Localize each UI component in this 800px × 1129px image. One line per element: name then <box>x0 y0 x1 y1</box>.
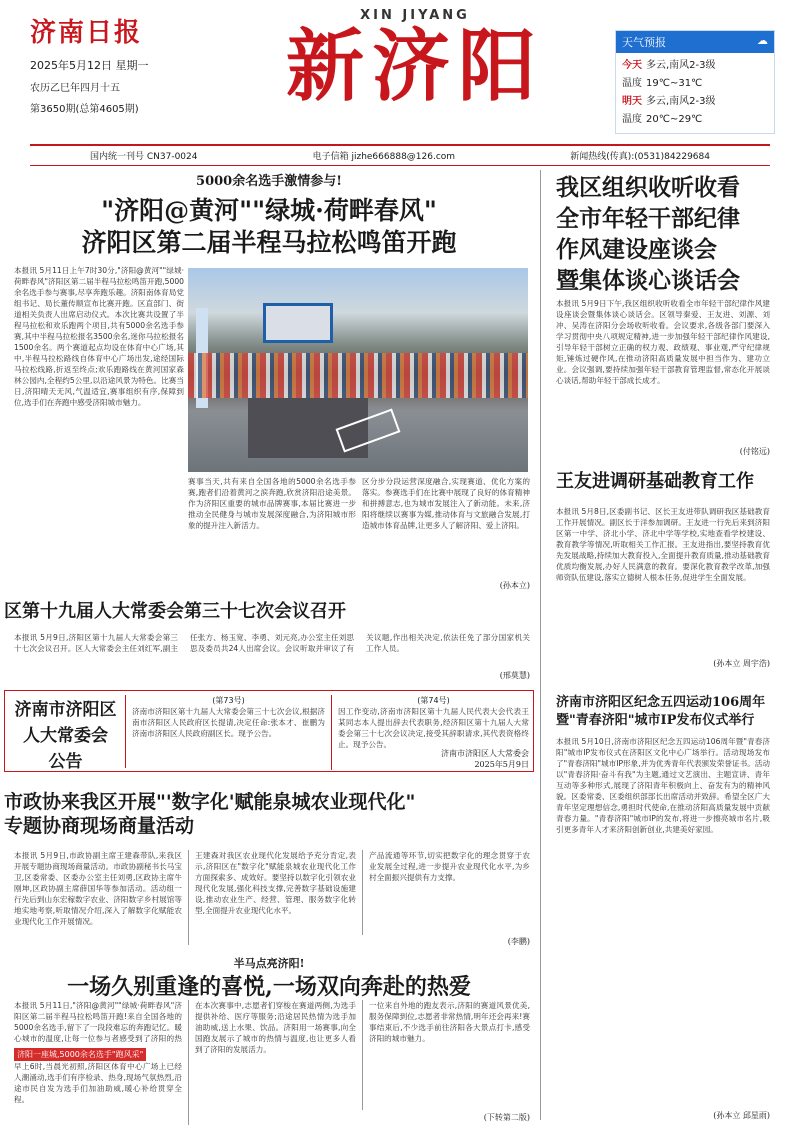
weather-body <box>616 53 774 133</box>
right-top-title-line4: 暨集体谈心谈话会 <box>556 267 740 294</box>
marathon-body-left: 本报讯 5月11日,"济阳@黄河""绿城·荷畔春风"济阳区第二届半程马拉松鸣笛开跑!来自全国各地的5000余名选手,留下了一段段难忘的奔跑记忆。暖心城市的温度,让每一位参与者感受到了济阳的热 <box>14 1001 182 1042</box>
congress-body: 本报讯 5月9日,济阳区第十九届人大常委会第三十七次会议召开。区人大常委会主任刘红军,副主任张方、杨玉宽、李勇、刘元亮,办公室主任刘思思及委员共24人出席会议。会议听取并审议了有关议题,作出相关决定,依法任免了部分国家机关工作人员。 <box>14 633 530 653</box>
notice-title-line1: 济南市济阳区 <box>14 700 117 720</box>
marathon-title: 一场久别重逢的喜悦,一场双向奔赴的热爱 <box>67 974 471 1000</box>
congress-title: 区第十九届人大常委会第三十七次会议召开 <box>4 601 346 622</box>
notice-box <box>4 690 534 772</box>
notice-74-body: 因工作变动,济南市济阳区第十九届人民代表大会代表王某同志本人提出辞去代表职务,经济阳区第十九届人大常委会第三十七次会议决定,接受其辞职请求,其代表资格终止。现予公告。 <box>338 707 529 748</box>
lead-body-left: 本报讯 5月11日上午7时30分,"济阳@黄河""绿城·荷畔春风"济阳区第二届半程马拉松鸣笛开跑,5000余名选手参与赛事,尽享奔跑乐趣。济阳南体育局党组书记、局长董传顺宣布比赛开跑。区直部门、街道相关负责人出席启动仪式。本次比赛共设置了半程马拉松和欢乐跑两个项目,共有5000余名选手参赛,其中半程马拉松报名3500余名,迷你马拉松报名1500余名。两个赛道起点均设在体育中心广场,其中,半程马拉松路线自体育中心广场出发,途经国际马拉松线路,折返至终点;欢乐跑路线在黄河国家森林公园内,全程约5公里,以沿途风景为特色。比赛当日,济阳晴天无风,气温适宜,赛事组织有序,保障到位,选手们在奔跑中感受济阳城市魅力。 <box>14 266 184 407</box>
right-top-title-line1: 我区组织收听收看 <box>556 174 740 201</box>
right-mid-title: 王友进调研基础教育工作 <box>556 471 754 492</box>
right-top-body: 本报讯 5月9日下午,我区组织收听收看全市年轻干部纪律作风建设座谈会暨集体谈心谈话会。区领导秦爱、王友进、刘源、刘冲、吴涛在济阳分会场收听收看。会议要求,各级各部门要深入学习贯彻中央八项规定精神,进一步加强年轻干部纪律作风建设,引导年轻干部树立正确的权力观、政绩观、事业观,严守纪律规矩,锤炼过硬作风,在推动济阳高质量发展中担当作为、建功立业。会议强调,要持续加强年轻干部教育管理监督,常态化开展谈心谈话,帮助年轻干部成长成才。 <box>556 299 770 385</box>
agri-header <box>4 790 534 838</box>
weather-tomorrow-temp-label: 温度 <box>622 114 642 125</box>
right-bottom-title-line1: 济南市济阳区纪念五四运动106周年 <box>556 695 766 710</box>
info-bar <box>30 144 770 166</box>
right-top-author: (付铭远) <box>739 447 770 456</box>
right-mid-author: (孙本立 周宇浩) <box>713 659 770 668</box>
notice-title <box>13 697 118 775</box>
notice-74 <box>331 695 529 770</box>
issue-date: 2025年5月12日 星期一 <box>30 59 149 72</box>
weather-today-temp <box>622 75 768 93</box>
lead-body-right: 区分步分段运营深度融合,实现赛道、优化方案的落实。参赛选手们在比赛中展现了良好的体育精神和拼搏意志,也为城市发展注入了新动能。未来,济阳将继续以赛事为媒,推动体育与文旅融合发展,打造城市体育品牌,让更多人了解济阳、爱上济阳。 <box>362 477 530 530</box>
hotline: 新闻热线(传真):(0531)84229684 <box>570 152 710 162</box>
marathon-story-header <box>4 955 534 1003</box>
congress-author: (邢莫慧) <box>499 671 530 680</box>
weather-box <box>615 30 775 134</box>
notice-73 <box>125 695 325 768</box>
agri-title-line2: 专题协商现场商量活动 <box>4 815 195 837</box>
right-top-title-line3: 作风建设座谈会 <box>556 236 717 263</box>
notice-title-line2: 人大常委会 <box>23 726 108 746</box>
lead-title-line2: 济阳区第二届半程马拉松鸣笛开跑 <box>81 228 457 257</box>
paper-brand-logo: 济南日报 <box>30 18 143 48</box>
weather-tomorrow-desc: 多云,南风2-3级 <box>646 96 716 107</box>
weather-today <box>622 57 768 75</box>
cloud-icon: ☁ <box>757 34 768 47</box>
weather-today-label: 今天 <box>622 60 642 71</box>
agri-body-mid: 王建森对我区农业现代化发展给予充分肯定,表示,济阳区在"数字化"赋能泉城农业现代化工作方面探索多、成效好。要坚持以数字化引领农业现代化发展,强化科技支撑,完善数字基础设施建设,推动农业生产、经营、管理、服务数字化转型,全面提升农业现代化水平。 <box>188 850 356 945</box>
issue-number: 第3650期(总第4605期) <box>30 104 139 115</box>
weather-today-desc: 多云,南风2-3级 <box>646 60 716 71</box>
highlight-bar-1: 济阳一座城,5000余名选手"跑风采" <box>14 1048 146 1061</box>
notice-title-line3: 公告 <box>48 752 83 772</box>
marathon-left-col <box>14 1000 182 1129</box>
right-bottom-author: (孙本立 邱星雨) <box>713 1111 770 1120</box>
marathon-photo <box>188 268 528 472</box>
weather-tomorrow-label: 明天 <box>622 96 642 107</box>
right-top-title-line2: 全市年轻干部纪律 <box>556 205 740 232</box>
start-arch <box>263 303 333 343</box>
email: 电子信箱 jizhe666888@126.com <box>312 152 456 162</box>
agri-author: (李鹏) <box>507 937 530 946</box>
notice-74-label: (第74号) <box>417 696 450 705</box>
lunar-date: 农历乙巳年四月十五 <box>30 83 120 94</box>
agri-body-right: 产品流通等环节,切实把数字化的理念贯穿于农业发展全过程,进一步提升农业现代化水平,为乡村全面振兴提供有力支撑。 <box>362 850 530 935</box>
agri-body-left: 本报讯 5月9日,市政协副主席王建森带队,来我区开展专题协商现场商量活动。市政协副秘书长马宝卫,区委常委、区委办公室主任刘勇,区政协主席牛刚坤,区政协副主席薛国华等参加活动。活动组一行先后到山东宏稼数字农业、济阳数字乡村展馆等地实地考察,听取情况介绍,深入了解数字化赋能农业现代化工作开展情况。 <box>14 851 182 926</box>
marathon-body-right: 一位来自外地的跑友表示,济阳的赛道风景优美,服务保障到位,志愿者非常热情,明年还会再来!赛事结束后,不少选手前往济阳各大景点打卡,感受济阳的城市魅力。 <box>362 1000 530 1110</box>
marathon-author: (下转第二版) <box>483 1113 530 1122</box>
newspaper-title: 新济阳 <box>285 21 544 112</box>
notice-signer: 济南市济阳区人大常委会 <box>441 749 529 758</box>
lead-body-mid: 赛事当天,共有来自全国各地的5000余名选手参赛,跑者们沿着黄河之滨奔跑,欣赏济阳沿途美景。作为济阳区重要的城市品牌赛事,本届比赛进一步推动全民健身与城市发展深度融合,为济阳城市形象的提升注入新活力。 <box>188 477 356 530</box>
weather-header <box>616 31 774 53</box>
marathon-body-mid: 在本次赛事中,志愿者们穿梭在赛道两侧,为选手提供补给、医疗等服务;沿途居民热情为选手加油助威,送上水果、饮品。济阳用一场赛事,向全国跑友展示了城市的热情与温度,也让更多人看到了济阳的发展活力。 <box>188 1000 356 1125</box>
weather-today-temp-label: 温度 <box>622 78 642 89</box>
weather-tomorrow <box>622 93 768 111</box>
column-divider <box>540 170 541 1120</box>
lead-story-header <box>4 170 534 259</box>
lead-author: (孙本立) <box>499 581 530 590</box>
right-mid-body: 本报讯 5月8日,区委副书记、区长王友进带队调研我区基础教育工作开展情况。副区长于洋参加调研。王友进一行先后来到济阳区第一中学、济北小学、济北中学等学校,实地查看学校建设、教育教学等情况,听取相关工作汇报。王友进指出,要坚持教育优先发展战略,持续加大教育投入,全面提升教育质量,推动基础教育优质均衡发展,办好人民满意的教育。要深化教育教学改革,加强师资队伍建设,落实立德树人根本任务,促进学生全面发展。 <box>556 507 770 582</box>
right-bottom-title-line2: 暨"青春济阳"城市IP发布仪式举行 <box>556 713 755 728</box>
notice-73-label: (第73号) <box>212 696 245 705</box>
title-block <box>230 8 600 111</box>
agri-title-line1: 市政协来我区开展"'数字化'赋能泉城农业现代化" <box>4 791 416 813</box>
weather-tomorrow-temp <box>622 111 768 129</box>
masthead-left <box>30 12 190 115</box>
marathon-body-left2: 早上6时,当晨光初照,济阳区体育中心广场上已经人潮涌动,选手们有序检录、热身,现场气氛热烈,沿途市民自发为选手们加油助威,暖心补给贯穿全程。 <box>14 1062 182 1104</box>
right-bottom-body: 本报讯 5月10日,济南市济阳区纪念五四运动106周年暨"青春济阳"城市IP发布仪式在济阳区文化中心广场举行。活动现场发布了"青春济阳"城市IP形象,并为优秀青年代表颁发荣誉证书。活动以"青春济阳·奋斗有我"为主题,通过文艺演出、主题宣讲、青年互动等多种形式,展现了济阳青年积极向上、奋发有为的精神风貌。区委常委、区委组织部部长出席活动并致辞。希望全区广大青年坚定理想信念,勇担时代使命,在推动济阳高质量发展中贡献青春力量。"青春济阳"城市IP的发布,将进一步擦亮城市名片,吸引更多青年人才来济阳创新创业,共建美好家园。 <box>556 737 770 834</box>
right-top-header <box>556 172 776 296</box>
weather-header-label: 天气预报 <box>622 36 666 49</box>
lead-title-line1: "济阳@黄河""绿城·荷畔春风" <box>101 196 437 225</box>
weather-today-temp-value: 19℃~31℃ <box>646 78 703 89</box>
lead-kicker: 5000余名选手激情参与! <box>196 174 342 189</box>
weather-tomorrow-temp-value: 20℃~29℃ <box>646 114 703 125</box>
title-pinyin: XIN JIYANG <box>360 8 470 23</box>
marathon-kicker: 半马点亮济阳! <box>233 957 305 970</box>
notice-date: 2025年5月9日 <box>474 760 529 769</box>
right-bottom-header <box>556 694 776 730</box>
notice-73-body: 济南市济阳区第十九届人大常委会第三十七次会议,根据济南市济阳区人民政府区长提请,决定任命:张本才、崔鹏为济南市济阳区人民政府副区长。现予公告。 <box>132 707 325 738</box>
runners-crowd <box>188 353 528 398</box>
cn-number: 国内统一刊号 CN37-0024 <box>90 152 198 162</box>
